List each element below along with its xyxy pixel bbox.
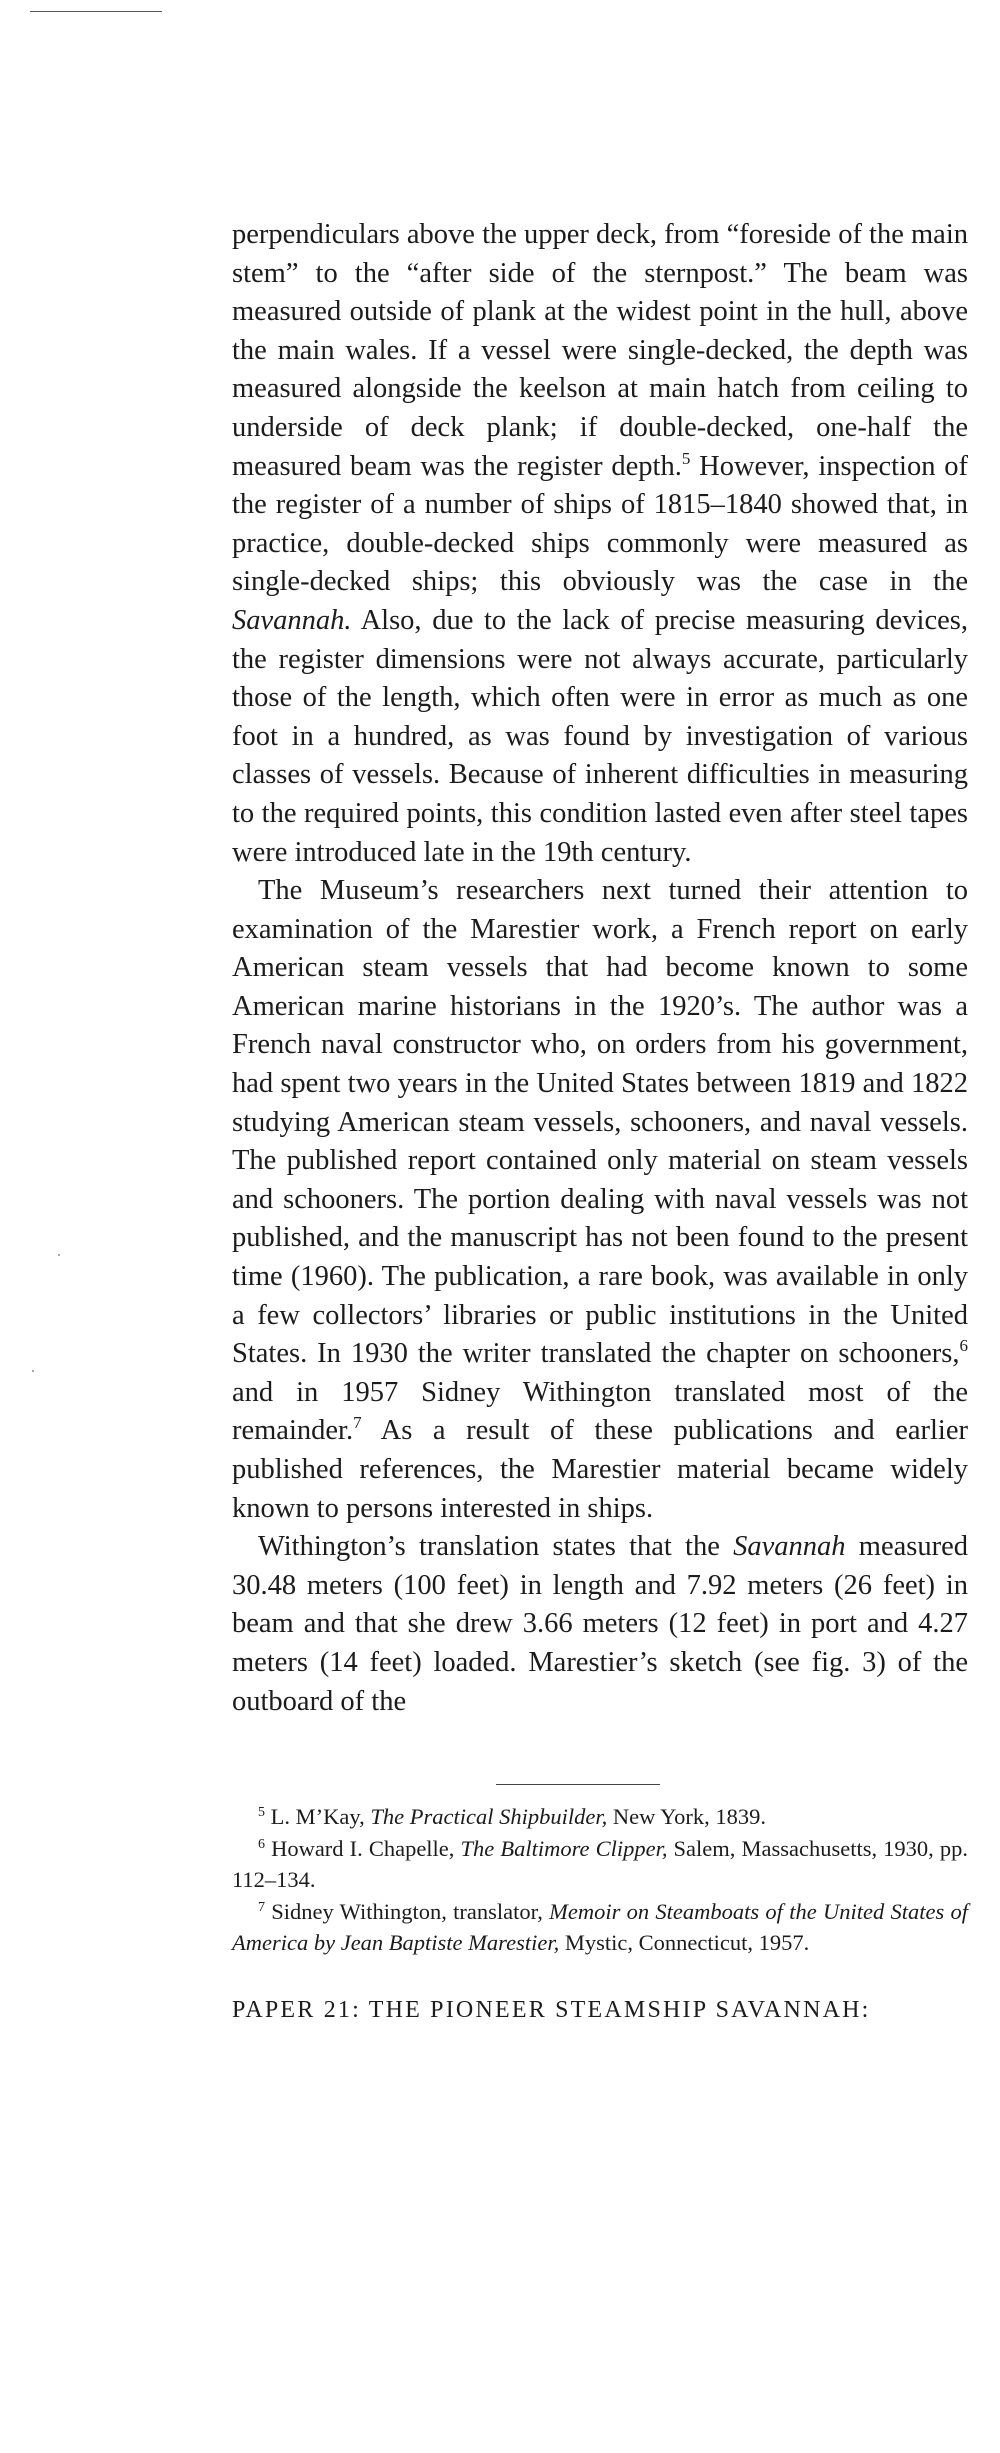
running-footer: PAPER 21: THE PIONEER STEAMSHIP SAVANNAH: <box>232 1996 871 2023</box>
paragraph-2 <box>232 872 968 1528</box>
footnote-7 <box>232 1896 968 1959</box>
scan-speck <box>32 1370 34 1372</box>
text-run: Sidney Withington, translator, <box>265 1898 550 1924</box>
text-run: Mystic, Connecticut, 1957. <box>559 1930 810 1956</box>
scan-speck <box>58 1254 60 1256</box>
italic-text: Savannah <box>733 1531 846 1563</box>
text-column <box>232 216 968 2024</box>
footnotes <box>232 1784 968 1959</box>
italic-text: Savannah. <box>232 604 352 636</box>
body-text <box>232 216 968 1721</box>
text-run: Salem, Massachusetts, 1930, pp. 112–134. <box>232 1835 968 1893</box>
text-run: Withington’s translation states that the <box>258 1531 734 1563</box>
text-run: The Museum’s researchers next turned their attention to examination of the Marestier work, a French report on early American steam vessels that had become known to some American marine historians in the 1920’s. The author was a French naval constructor who, on orders from his government, had spent two years in the United States between 1819 and 1822 studying American steam vessels, schooners, and naval vessels. The published report contained only material on steam vessels and schooners. The portion dealing with naval vessels was not published, and the manuscript has not been found to the present time (1960). The publication, a rare book, was available in only a few collectors’ libraries or public institutions in the United States. In 1930 the writer translated the chapter on schooners, <box>232 875 968 1370</box>
text-run: perpendiculars above the upper deck, from “foreside of the main stem” to the “after side of the sternpost.” The beam was measured outside of plank at the widest point in the hull, above the main wales. If a vessel were single-decked, the depth was measured alongside the keelson at main hatch from ceiling to underside of deck plank; if double-decked, one-half the measured beam was the register depth. <box>232 219 968 482</box>
top-edge-rule <box>30 11 162 12</box>
italic-text: The Baltimore Clipper, <box>460 1835 668 1861</box>
footnote-marker: 7 <box>353 1413 362 1433</box>
text-run: However, inspection of the register of a number of ships of 1815–1840 showed that, in practice, double-decked ships commonly were measured as single-decked ships; this obviously was the case in the <box>232 450 968 598</box>
footnote-marker: 6 <box>258 1836 265 1852</box>
footnote-marker: 7 <box>258 1899 265 1915</box>
footnote-rule <box>496 1784 660 1785</box>
text-run: As a result of these publications and earlier published references, the Marestier material became widely known to persons interested in ships. <box>232 1415 968 1524</box>
text-run: measured 30.48 meters (100 feet) in length and 7.92 meters (26 feet) in beam and that she drew 3.66 meters (12 feet) in port and 4.27 meters (14 feet) loaded. Marestier’s sketch (see fig. 3) of the outboard of the <box>232 1531 968 1717</box>
paragraph-1 <box>232 216 968 872</box>
text-run: Also, due to the lack of precise measuring devices, the register dimensions were not always accurate, particularly those of the length, which often were in error as much as one foot in a hundred, as was found by investigation of various classes of vessels. Because of inherent difficulties in measuring to the required points, this condition lasted even after steel tapes were introduced late in the 19th century. <box>232 604 968 868</box>
text-run: L. M’Kay, <box>265 1804 371 1830</box>
text-run: and in 1957 Sidney Withington translated most of the remainder. <box>232 1376 968 1447</box>
footnote-5 <box>232 1801 968 1833</box>
text-run: New York, 1839. <box>607 1804 767 1830</box>
footnote-marker: 6 <box>959 1336 968 1356</box>
footnote-6 <box>232 1833 968 1896</box>
italic-text: The Practical Shipbuilder, <box>370 1804 608 1830</box>
footnote-marker: 5 <box>681 448 691 468</box>
italic-text: Memoir on Steamboats of the United States of America by Jean Baptiste Marestier, <box>232 1898 968 1956</box>
paragraph-3 <box>232 1528 968 1721</box>
text-run: Howard I. Chapelle, <box>265 1835 461 1861</box>
footnote-marker: 5 <box>258 1805 265 1821</box>
